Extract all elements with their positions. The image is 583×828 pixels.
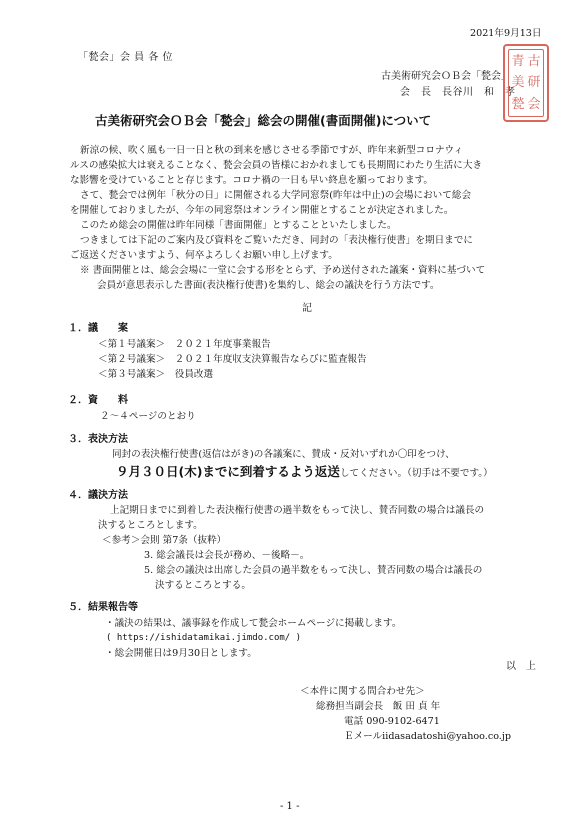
body-line: つきましては下記のご案内及び資料をご覧いただき、同封の「表決権行使書」を期日までに xyxy=(80,235,473,246)
voting-deadline-tail: してください。（切手は不要です。） xyxy=(339,468,493,479)
bylaws-article-5-cont: 決するところとする。 xyxy=(155,580,251,591)
body-line: さて、甃会では例年「秋分の日」に開催される大学同窓祭(昨年は中止)の会場において総会 xyxy=(80,190,472,201)
body-line: 新涼の候、吹く風も一日一日と秋の到来を感じさせる季節ですが、昨年来新型コロナウィ xyxy=(80,145,464,156)
agenda-item: ＜第２号議案＞ ２０２１年度収支決算報告ならびに監査報告 xyxy=(98,354,367,365)
homepage-url[interactable]: ( https://ishidatamikai.jimdo.com/ ) xyxy=(106,633,302,643)
section-5-heading: ５．結果報告等 xyxy=(68,602,138,613)
section-1-heading: １．議 案 xyxy=(68,323,128,334)
seal-char: 青 xyxy=(511,54,525,70)
contact-email[interactable]: Ｅメールiidasadatoshi@yahoo.co.jp xyxy=(344,731,511,742)
body-line: な影響を受けていることと存じます。コロナ禍の一日も早い終息を願っております。 xyxy=(70,175,434,186)
section-2-heading: ２．資 料 xyxy=(68,395,128,406)
voting-deadline: ９月３０日(木)までに到着するよう返送 xyxy=(116,464,340,479)
seal-char: 美 xyxy=(511,75,525,91)
contact-person: 総務担当副会長 飯 田 貞 年 xyxy=(316,701,441,712)
sender-organization: 古美術研究会ＯＢ会「甃会」 xyxy=(381,71,511,82)
bylaws-article-5: 5. 総会の議決は出席した会員の過半数をもって決し、賛否同数の場合は議長の xyxy=(144,565,483,576)
ki-marker: 記 xyxy=(302,303,312,314)
decision-text: 決するところとします。 xyxy=(98,520,203,531)
decision-text: 上記期日までに到着した表決権行使書の過半数をもって決し、賛否同数の場合は議長の xyxy=(110,505,485,516)
document-title: 古美術研究会ＯＢ会「甃会」総会の開催(書面開催)について xyxy=(95,113,432,128)
section-3-heading: ３．表決方法 xyxy=(68,434,128,445)
note-line: ※ 書面開催とは、総会会場に一堂に会する形をとらず、予め送付された議案・資料に基づいて xyxy=(80,265,486,276)
bylaws-article-3: 3. 総会議長は会長が務め、－後略－。 xyxy=(144,550,310,561)
results-text: ・議決の結果は、議事録を作成して甃会ホームページに掲載します。 xyxy=(105,618,402,629)
sender-president: 会 長 長谷川 和 孝 xyxy=(400,87,516,98)
bylaws-reference: ＜参考＞会則 第7条（抜粋） xyxy=(102,535,227,546)
materials-text: ２～４ページのとおり xyxy=(100,411,196,422)
voting-instructions: 同封の表決権行使書(返信はがき)の各議案に、賛成・反対いずれか〇印をつけ、 xyxy=(112,449,455,460)
seal-char: 古 xyxy=(527,54,541,70)
body-line: を開催しておりましたが、今年の同窓祭はオンライン開催とすることが決定されました。 xyxy=(70,205,454,216)
body-line: ご返送くださいますよう、何卒よろしくお願い申し上げます。 xyxy=(70,250,338,261)
seal-char: 甃 xyxy=(511,96,525,112)
page-number: - 1 - xyxy=(280,801,300,812)
note-line: 会員が意思表示した書面(表決権行使書)を集約し、総会の議決を行う方法です。 xyxy=(97,280,440,291)
agenda-item: ＜第３号議案＞ 役員改選 xyxy=(98,369,214,380)
agenda-item: ＜第１号議案＞ ２０２１年度事業報告 xyxy=(98,339,271,350)
results-text: ・総会開催日は9月30日とします。 xyxy=(105,648,257,659)
seal-char: 研 xyxy=(527,75,541,91)
document-date: 2021年9月13日 xyxy=(470,28,542,39)
body-line: このため総会の開催は昨年同様「書面開催」とすることといたしました。 xyxy=(80,220,397,231)
seal-char: 会 xyxy=(527,96,541,112)
section-4-heading: ４．議決方法 xyxy=(68,490,128,501)
contact-phone: 電話 090-9102-6471 xyxy=(344,716,440,727)
voting-deadline-line xyxy=(116,463,493,480)
body-line: ルスの感染拡大は衰えることなく、甃会会員の皆様におかれましても長期間にわたり生活に大き xyxy=(70,160,483,171)
contact-header: ＜本件に関する問合わせ先＞ xyxy=(300,686,425,697)
closing-ijo: 以 上 xyxy=(506,661,536,672)
seal-stamp xyxy=(503,44,549,122)
recipients: 「甃会」会 員 各 位 xyxy=(78,52,174,63)
